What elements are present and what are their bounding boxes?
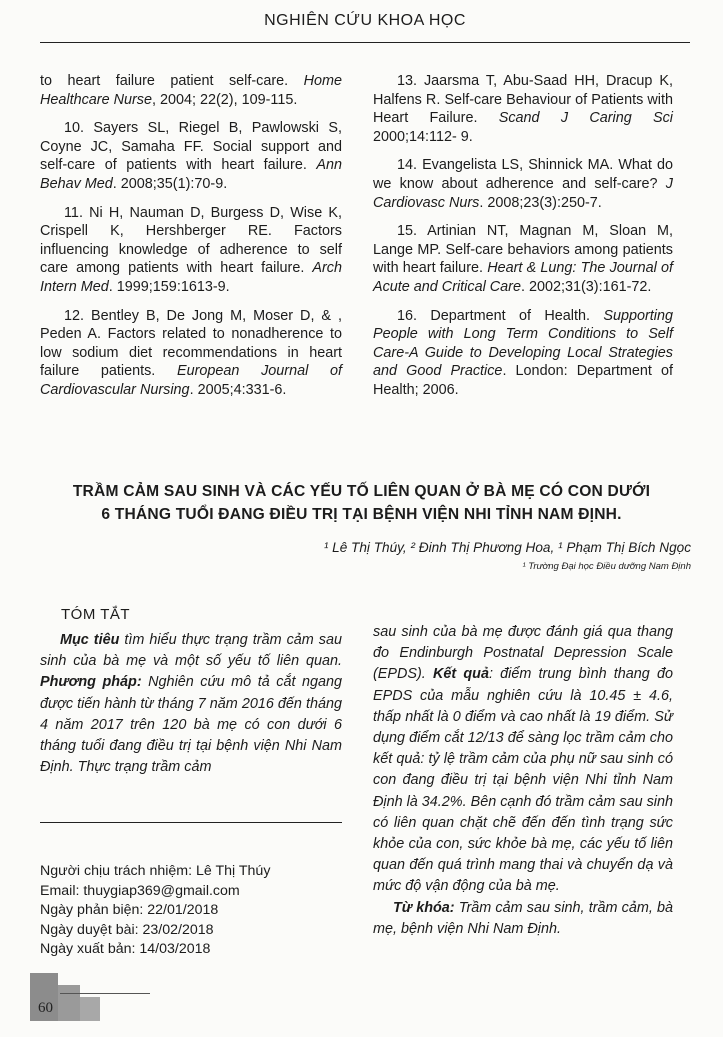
reference-item: 12. Bentley B, De Jong M, Moser D, & , Peden A. Factors related to nonadherence to low sodium diet recommendations in heart failure patients. European Journal of Cardiovascular Nursing. 2005;4:331-6. <box>40 307 343 398</box>
article-title <box>30 480 693 526</box>
reference-item: 16. Department of Health. Supporting People with Long Term Conditions to Self Care-A Guide to Developing Local Strategies and Good Practice. London: Department of Health; 2006. <box>373 307 673 398</box>
references-right-column <box>373 72 673 410</box>
article-affiliation: ¹ Trường Đại học Điều dưỡng Nam Định <box>522 561 691 572</box>
reference-item: 14. Evangelista LS, Shinnick MA. What do we know about adherence and self-care? J Cardiovasc Nurs. 2008;23(3):250-7. <box>373 157 673 211</box>
page-rule <box>60 993 150 994</box>
reference-item: to heart failure patient self-care. Home Healthcare Nurse, 2004; 22(2), 109-115. <box>40 73 342 108</box>
reference-item: 10. Sayers SL, Riegel B, Pawlowski S, Coyne JC, Samaha FF. Social support and self-care of patients with heart failure. Ann Behav Med. 2008;35(1):70-9. <box>40 120 342 192</box>
reference-item: 13. Jaarsma T, Abu-Saad HH, Dracup K, Halfens R. Self-care Behaviour of Patients with Heart Failure. Scand J Caring Sci 2000;14:112- 9. <box>373 73 673 145</box>
reference-item: 15. Artinian NT, Magnan M, Sloan M, Lange MP. Self-care behaviors among patients with heart failure. Heart & Lung: The Journal of Acute and Critical Care. 2002;31(3):161-72. <box>373 223 673 295</box>
running-header-title: NGHIÊN CỨU KHOA HỌC <box>264 12 466 29</box>
abstract-heading: TÓM TẮT <box>61 606 131 623</box>
footnote-divider <box>40 822 342 823</box>
article-title-line-1: TRẦM CẢM SAU SINH VÀ CÁC YẾU TỐ LIÊN QUAN Ở BÀ MẸ CÓ CON DƯỚI <box>72 483 651 500</box>
reference-item: 11. Ni H, Nauman D, Burgess D, Wise K, Crispell K, Hershberger RE. Factors influencing knowledge of adherence to self care among patients with heart failure. Arch Intern Med. 1999;159:1613-9. <box>40 204 342 295</box>
references-left-column <box>40 72 342 410</box>
keywords-label: Từ khóa: <box>393 899 455 916</box>
abstract-left-column: Mục tiêu tìm hiểu thực trạng trầm cảm sau sinh của bà mẹ và một số yếu tố liên quan. Phương pháp: Nghiên cứu mô tả cắt ngang được tiến hành từ tháng 7 năm 2016 đến tháng 4 năm 2017 trên 120 bà mẹ có con dưới 6 tháng tuổi đang điều trị tại bệnh viện Nhi Nam Định. Thực trạng trầm cảm <box>40 632 342 776</box>
page-number: 60 <box>38 1000 53 1016</box>
responsible-person: Người chịu trách nhiệm: Lê Thị Thúy <box>40 863 271 879</box>
article-title-line-2: 6 THÁNG TUỔI ĐANG ĐIỀU TRỊ TẠI BỆNH VIỆN NHI TỈNH NAM ĐỊNH. <box>101 506 622 523</box>
result-label: Kết quả <box>432 666 489 683</box>
publish-date: Ngày xuất bản: 14/03/2018 <box>40 941 211 957</box>
review-date: Ngày phản biện: 22/01/2018 <box>40 902 219 918</box>
keywords: Trầm cảm sau sinh, trầm cảm, bà mẹ, bệnh viện Nhi Nam Định. <box>373 899 673 937</box>
contact-email: Email: thuygiap369@gmail.com <box>40 882 240 899</box>
article-authors: ¹ Lê Thị Thúy, ² Đinh Thị Phương Hoa, ¹ Phạm Thị Bích Ngọc <box>323 540 691 555</box>
running-header <box>40 0 690 43</box>
method-label: Phương pháp: <box>40 674 142 691</box>
article-metadata-footnote <box>40 862 270 960</box>
approve-date: Ngày duyệt bài: 23/02/2018 <box>40 921 214 938</box>
abstract-right-column: sau sinh của bà mẹ được đánh giá qua thang đo Endinburgh Postnatal Depression Scale (EPDS). Kết quả: điểm trung bình thang đo EPDS của mẫu nghiên cứu là 10.45 ± 4.6, thấp nhất là 0 điểm và cao nhất là 19 điểm. Sử dụng điểm cắt 12/13 để sàng lọc trầm cảm cho kết quả: tỷ lệ trầm cảm của phụ nữ sau sinh có con đang điều trị tại bệnh viện Nhi tỉnh Nam Định là 34.2%. Bên cạnh đó trầm cảm sau sinh có liên quan chặt chẽ đến đến tình trạng sức khỏe của con, sức khỏe bà mẹ, các yếu tố liên quan đến quá trình mang thai và chuyển dạ và mức độ vận động của bà mẹ. Từ khóa: Trầm cảm sau sinh, trầm cảm, bà mẹ, bệnh viện Nhi Nam Định. <box>373 624 673 937</box>
objective-label: Mục tiêu <box>60 632 120 648</box>
